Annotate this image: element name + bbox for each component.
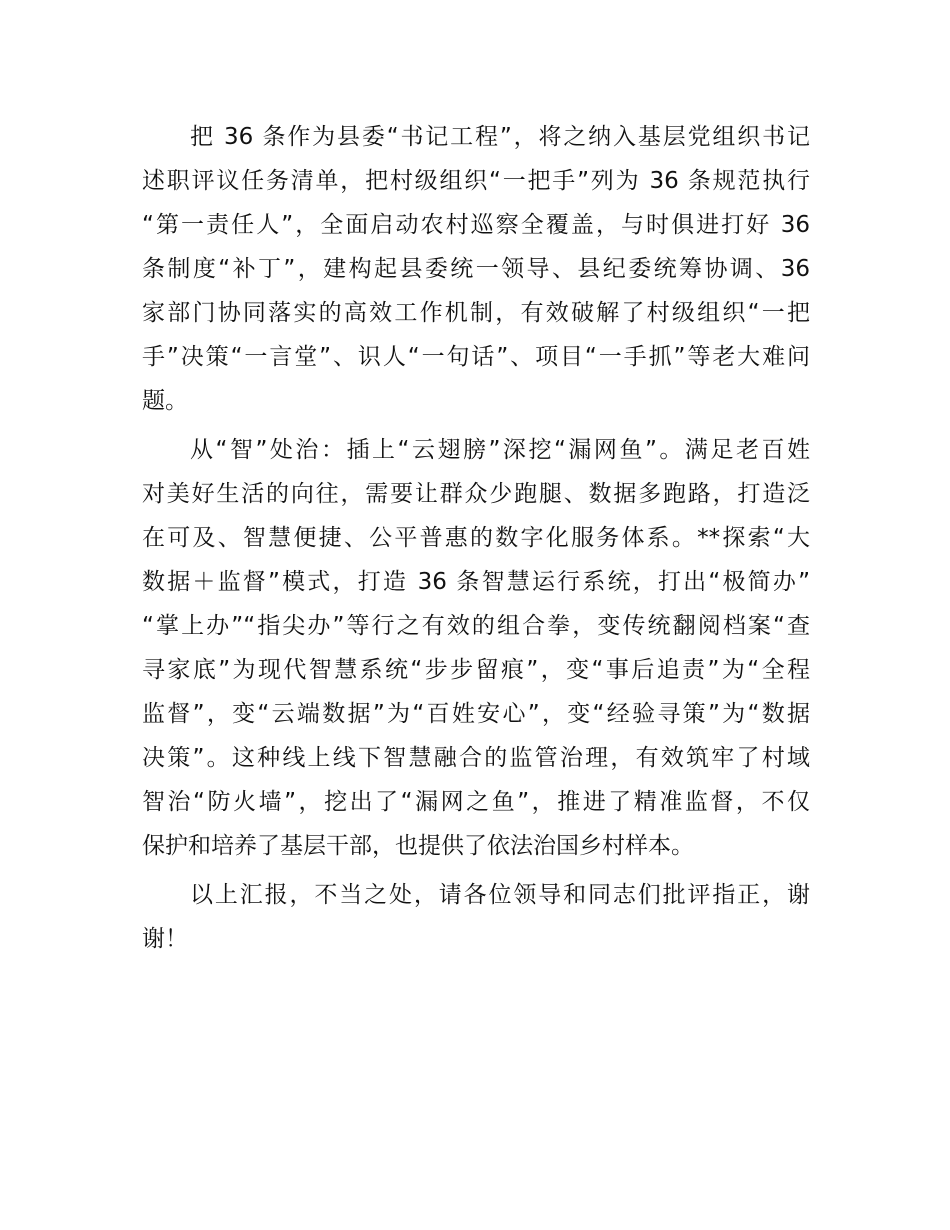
paragraph-2	[142, 428, 810, 868]
paragraph-2-line-7: 监督”，变“云端数据”为“百姓安心”，变“经验寻策”为“数据	[142, 701, 810, 727]
paragraph-1-line-7: 题。	[142, 388, 188, 414]
paragraph-3	[142, 873, 810, 961]
paragraph-2-line-8: 决策”。这种线上线下智慧融合的监管治理，有效筑牢了村域	[142, 745, 810, 771]
paragraph-1-line-4: 条制度“补丁”，建构起县委统一领导、县纪委统筹协调、36	[142, 256, 810, 282]
document-body	[142, 115, 810, 966]
paragraph-1	[142, 115, 810, 423]
paragraph-3-line-2: 谢！	[142, 926, 188, 952]
paragraph-1-line-3: “第一责任人”，全面启动农村巡察全覆盖，与时俱进打好 36	[142, 212, 810, 238]
paragraph-2-line-10: 保护和培养了基层干部，也提供了依法治国乡村样本。	[142, 833, 694, 859]
paragraph-2-line-4: 数据＋监督”模式，打造 36 条智慧运行系统，打出“极简办”	[142, 569, 810, 595]
paragraph-1-line-6: 手”决策“一言堂”、识人“一句话”、项目“一手抓”等老大难问	[142, 344, 810, 370]
paragraph-1-line-1: 把 36 条作为县委“书记工程”，将之纳入基层党组织书记	[190, 124, 810, 150]
paragraph-2-line-5: “掌上办”“指尖办”等行之有效的组合拳，变传统翻阅档案“查	[142, 613, 810, 639]
paragraph-2-line-3: 在可及、智慧便捷、公平普惠的数字化服务体系。**探索“大	[142, 525, 810, 551]
paragraph-2-line-9: 智治“防火墙”，挖出了“漏网之鱼”，推进了精准监督，不仅	[142, 789, 810, 815]
paragraph-2-line-6: 寻家底”为现代智慧系统“步步留痕”，变“事后追责”为“全程	[142, 657, 810, 683]
paragraph-1-line-2: 述职评议任务清单，把村级组织“一把手”列为 36 条规范执行	[142, 168, 810, 194]
paragraph-1-line-5: 家部门协同落实的高效工作机制，有效破解了村级组织“一把	[142, 300, 810, 326]
paragraph-3-line-1: 以上汇报，不当之处，请各位领导和同志们批评指正，谢	[190, 882, 810, 908]
paragraph-2-line-1: 从“智”处治：插上“云翅膀”深挖“漏网鱼”。满足老百姓	[190, 437, 810, 463]
paragraph-2-line-2: 对美好生活的向往，需要让群众少跑腿、数据多跑路，打造泛	[142, 481, 810, 507]
